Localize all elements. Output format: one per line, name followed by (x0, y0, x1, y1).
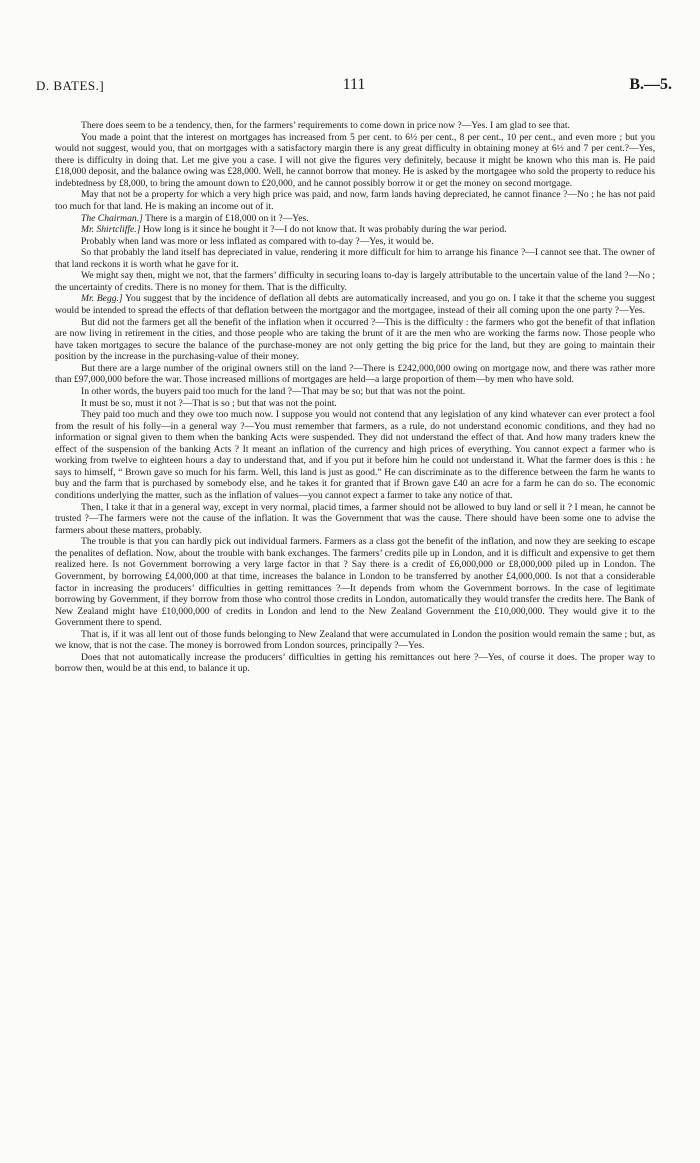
header-witness: D. BATES.] (36, 78, 105, 93)
paragraph: Mr. Begg.] You suggest that by the incidence of deflation all debts are automatically increased, and you go on. I take it that the scheme you suggest would be intended to spread the effects of that deflation between the mortgagor and the mortgagee, instead of their all coming upon the one party ?—Yes. (55, 293, 655, 316)
page-header (36, 78, 672, 98)
paragraph: The Chairman.] There is a margin of £18,000 on it ?—Yes. (81, 212, 309, 224)
paragraph: It must be so, must it not ?—That is so ; but that was not the point. (81, 397, 337, 409)
document-body (55, 120, 655, 675)
paragraph: There does seem to be a tendency, then, for the farmers’ requirements to come down in price now ?—Yes. I am glad to see that. (81, 120, 570, 131)
speaker-label: Mr. Shirtcliffe.] (81, 224, 141, 236)
paragraph: We might say then, might we not, that the farmers’ difficulty in securing loans to-day is largely attributable to the uncertain value of the land ?—No ; the uncertainty of credits. There is no money for them. That is the difficulty. (55, 270, 655, 293)
speaker-label: The Chairman.] (81, 212, 143, 224)
paragraph: Mr. Shirtcliffe.] How long is it since he bought it ?—I do not know that. It was probably during the war period. (81, 224, 507, 236)
paragraph: But there are a large number of the original owners still on the land ?—There is £242,000,000 owing on mortgage now, and there was rather more than £97,000,000 before the war. Those increased millions of mortgages are held—a large proportion of them—by men who have sold. (55, 362, 655, 386)
paragraph: So that probably the land itself has depreciated in value, rendering it more difficult for him to arrange his finance ?—I cannot see that. The owner of that land reckons it is worth what he gave for it. (55, 247, 655, 270)
paragraph: The trouble is that you can hardly pick out individual farmers. Farmers as a class got the benefit of the inflation, and now they are seeking to escape the penalites of deflation. Now, about the trouble with bank exchanges. The farmers’ credits pile up in London, and it is difficult and expensive to get them realized here. Is not Government borrowing a very large factor in that ? Say there is a credit of £6,000,000 or £8,000,000 piled up in London. The Government, by borrowing £4,000,000 at that time, increases the balance in London to be transferred by another £4,000,000. Is not that a considerable factor in increasing the producers’ difficulties in getting remittances ?—It depends from whom the Government borrows. In the case of legitimate borrowing by Government, if they borrow from those who control those credits in London, automatically they would transfer the credits here. The Bank of New Zealand might have £10,000,000 of credits in London and lend to the New Zealand Government the £10,000,000. They would give it to the Government there to spend. (55, 536, 655, 629)
paragraph: Then, I take it that in a general way, except in very normal, placid times, a farmer should not be allowed to buy land or sell it ? I mean, he cannot be trusted ?—The farmers were not the cause of the inflation. It was the Government that was the cause. There should have been some one to advise the farmers about these matters, probably. (55, 501, 655, 536)
paragraph: But did not the farmers get all the benefit of the inflation when it occurred ?—This is the difficulty : the farmers who got the benefit of that inflation are now living in retirement in the cities, and those people who are taking the brunt of it are the men who are working the farms now. Those people who have taken mortgages to secure the balance of the purchase-money are not only getting the big price for the land, but they are going to maintain their position by the increase in the purchasing-value of their money. (55, 316, 655, 363)
paragraph: You made a point that the interest on mortgages has increased from 5 per cent. to 6½ per cent., 8 per cent., 10 per cent., and even more ; but you would not suggest, would you, that on mortgages with a satisfactory margin there is any great difficulty in obtaining money at 6½ and 7 per cent.?—Yes, there is difficulty in doing that. Let me give you a case. I will not give the figures very definitely, because it might be known who this man is. He paid £18,000 deposit, and the balance owing was £28,000. Well, he cannot borrow that money. He is asked by the mortgagee who sold the property to reduce his indebtedness by £8,000, to bring the amount down to £20,000, and he cannot possibly borrow it or get the money on second mortgage. (55, 131, 655, 189)
paragraph: May that not be a property for which a very high price was paid, and now, farm lands having depreciated, he cannot finance ?—No ; he has not paid too much for that land. He is making an income out of it. (55, 189, 655, 212)
paragraph: Probably when land was more or less inflated as compared with to-day ?—Yes, it would be. (81, 235, 434, 247)
paragraph: Does that not automatically increase the producers’ difficulties in getting his remittances out here ?—Yes, of course it does. The proper way to borrow then, would be at this end, to balance it up. (55, 651, 655, 675)
paragraph: In other words, the buyers paid too much for the land ?—That may be so; but that was not the point. (81, 385, 466, 397)
page-number: 111 (342, 76, 366, 93)
paragraph: They paid too much and they owe too much now. I suppose you would not contend that any legislation of any kind whatever can ever protect a fool from the result of his folly—in a general way ?—You must remember that farmers, as a rule, do not understand economic conditions, and they had no information or signal given to them when the banking Acts were suspended. They did not understand the effect of that. And how many traders knew the effect of the suspension of the banking Acts ? It meant an inflation of the currency and high prices of everything. You cannot expect a farmer who is working from twelve to eighteen hours a day to understand that, and if you put it before him he could not understand it. What the farmer does is this : he says to himself, “ Brown gave so much for his farm. Well, this land is just as good.” He can discriminate as to the difference between the farm he wants to buy and the farm that is purchased by somebody else, and he takes it for granted that if Brown gave £40 an acre for a farm he can do so. The economic conditions underlying the matter, such as the inflation of values—you cannot expect a farmer to take any notice of that. (55, 409, 655, 501)
speaker-label: Mr. Begg.] (81, 293, 123, 305)
paragraph: That is, if it was all lent out of those funds belonging to New Zealand that were accumulated in London the position would remain the same ; but, as we know, that is not the case. The money is borrowed from London sources, principally ?—Yes. (55, 628, 655, 652)
paper-reference: B.—5. (629, 76, 672, 93)
